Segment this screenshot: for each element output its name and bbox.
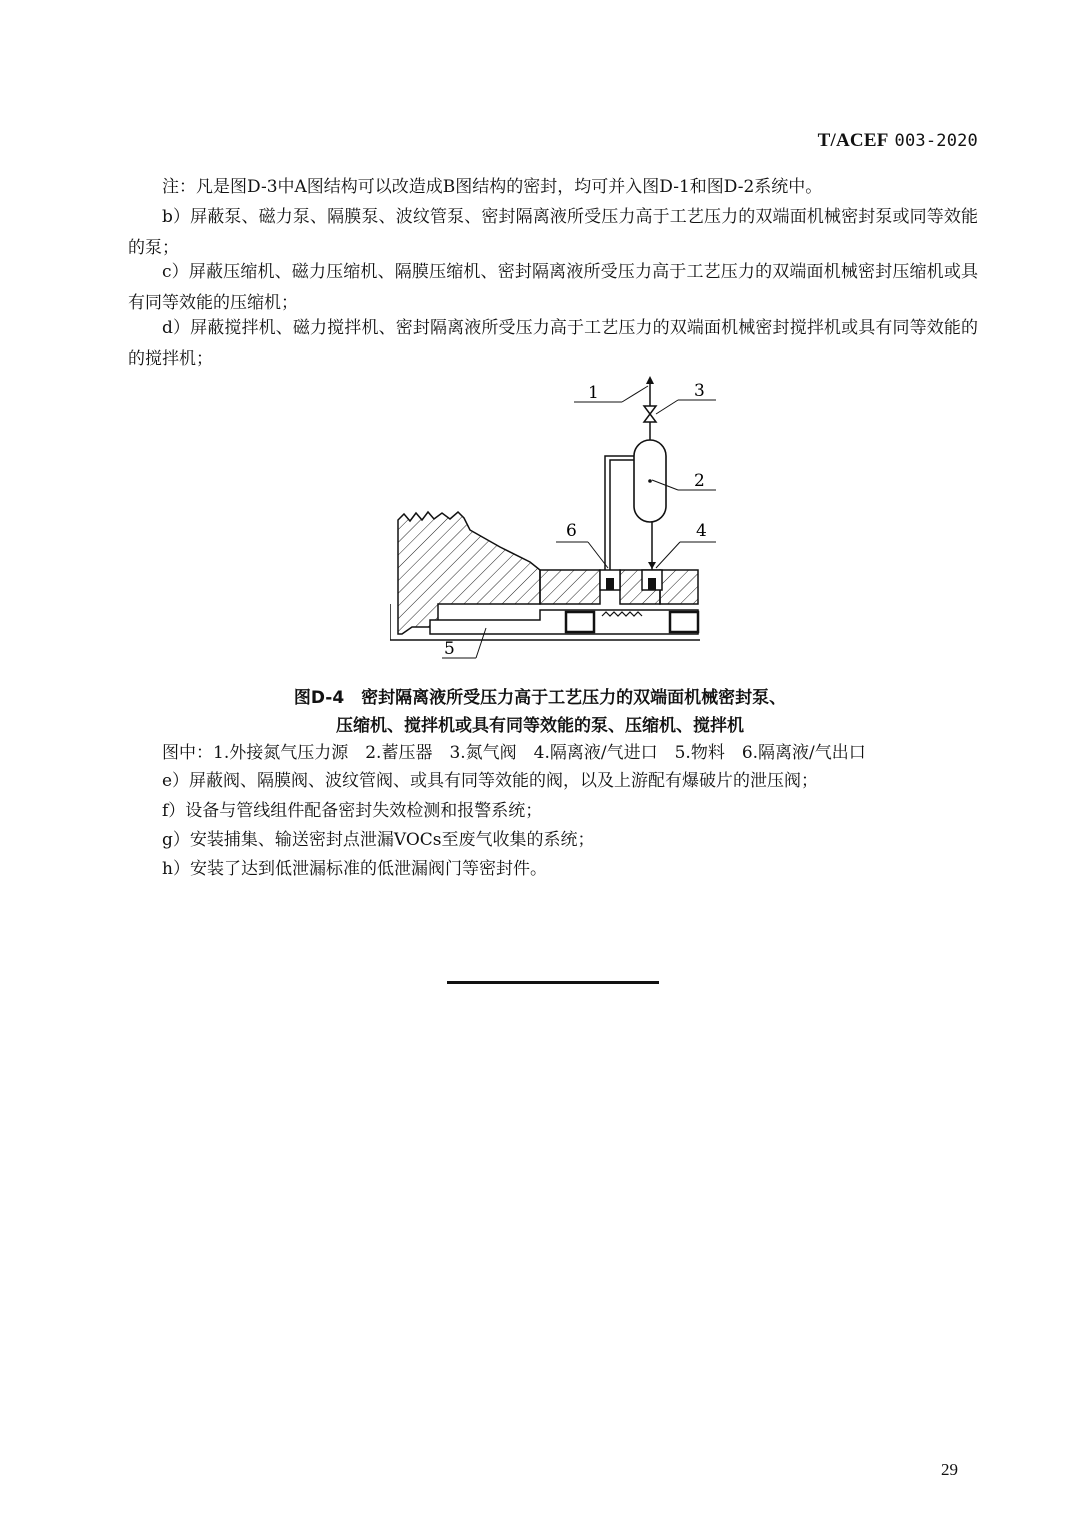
label-2: 2 (694, 471, 705, 491)
figure-caption-line2: 压缩机、搅拌机或具有同等效能的泵、压缩机、搅拌机 (336, 716, 744, 736)
standard-number: 003-2020 (894, 131, 978, 151)
item-g-paragraph: g）安装捕集、输送密封点泄漏VOCs至废气收集的系统； (162, 830, 595, 850)
label-1: 1 (588, 383, 599, 403)
item-f-paragraph: f）设备与管线组件配备密封失效检测和报警系统； (162, 801, 543, 821)
seal-block-left (540, 570, 600, 604)
figure-d4 (390, 372, 720, 672)
nitrogen-valve (644, 406, 656, 422)
item-c-paragraph: c）屏蔽压缩机、磁力压缩机、隔膜压缩机、密封隔离液所受压力高于工艺压力的双端面机械密封压缩机或具有同等效能的压缩机； (128, 262, 978, 313)
seal-system-diagram (390, 372, 720, 672)
page-number: 29 (941, 1460, 958, 1479)
item-e-paragraph: e）屏蔽阀、隔膜阀、波纹管阀、或具有同等效能的阀，以及上游配有爆破片的泄压阀； (162, 771, 819, 791)
label-3: 3 (694, 381, 705, 401)
label-4: 4 (696, 521, 707, 541)
note-paragraph: 注：凡是图D-3中A图结构可以改造成B图结构的密封，均可并入图D-1和图D-2系统中。 (162, 177, 823, 197)
end-rule (447, 981, 659, 984)
item-d-paragraph: d）屏蔽搅拌机、磁力搅拌机、密封隔离液所受压力高于工艺压力的双端面机械密封搅拌机或具有同等效能的的搅拌机； (128, 318, 978, 369)
item-b-paragraph: b）屏蔽泵、磁力泵、隔膜泵、波纹管泵、密封隔离液所受压力高于工艺压力的双端面机械密封泵或同等效能的泵； (128, 207, 978, 258)
standard-code (818, 130, 978, 152)
label-5: 5 (444, 639, 455, 659)
label-6: 6 (566, 521, 577, 541)
figure-caption-line1: 图D-4 密封隔离液所受压力高于工艺压力的双端面机械密封泵、 (293, 688, 787, 708)
pump-housing (398, 512, 540, 634)
item-h-paragraph: h）安装了达到低泄漏标准的低泄漏阀门等密封件。 (162, 859, 547, 879)
standard-name: T/ACEF (817, 130, 889, 151)
material-passage (430, 610, 698, 634)
seal-block-right (660, 570, 698, 604)
outlet-pipe (610, 460, 634, 570)
figure-legend: 图中：1.外接氮气压力源 2.蓄压器 3.氮气阀 4.隔离液/气进口 5.物料 6.隔离液/气出口 (162, 743, 866, 763)
